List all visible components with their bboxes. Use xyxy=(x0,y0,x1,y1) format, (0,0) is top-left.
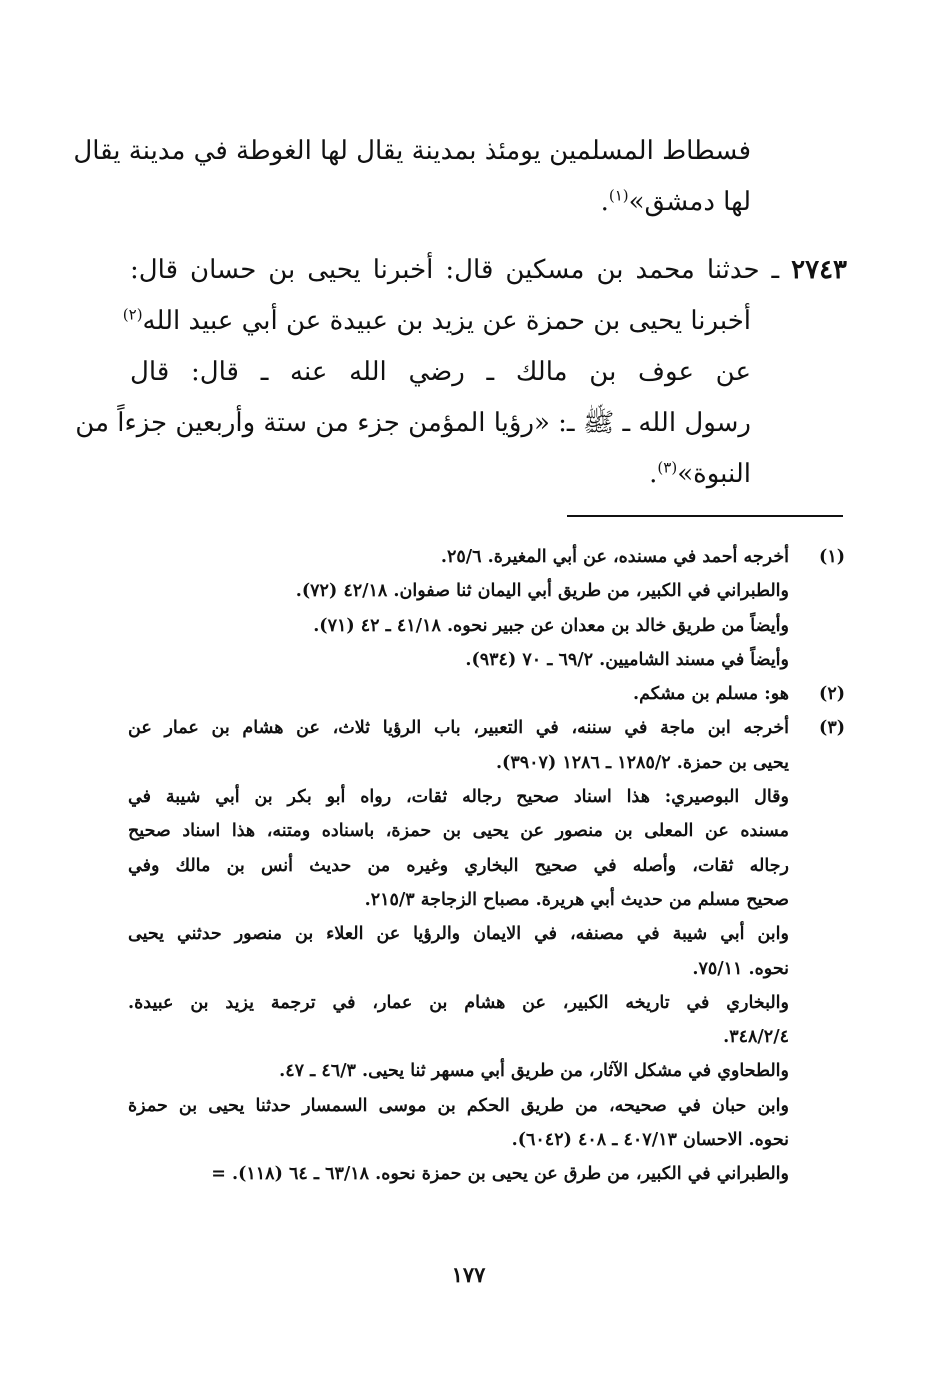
footnote-marker: (١) xyxy=(819,547,845,567)
footnote-line: (٣) أخرجه ابن ماجة في سننه، في التعبير، باب الرؤيا ثلاث، عن هشام بن عمار عن xyxy=(128,711,845,745)
footnote-ref: (٣) xyxy=(657,458,678,477)
footnote-line: وأيضاً من طريق خالد بن معدان عن جبير نحوه. ٤١/١٨ ـ ٤٢ (٧١). xyxy=(313,615,789,636)
footnote-ref: (٢) xyxy=(122,305,143,324)
text-line: فسطاط المسلمين يومئذ بمدينة يقال لها الغوطة في مدينة يقال xyxy=(73,136,751,166)
footnote-line: وابن أبي شيبة في مصنفه، في الايمان والرؤيا عن العلاء بن منصور حدثني يحيى xyxy=(128,924,789,945)
footnote-line: وقال البوصيري: هذا اسناد صحيح رجاله ثقات، رواه أبو بكر بن أبي شيبة في xyxy=(128,787,789,808)
footnote-ref: (١) xyxy=(608,186,629,205)
hadith-paragraph xyxy=(75,245,848,500)
text-line: ٢٧٤٣ ـ حدثنا محمد بن مسكين قال: أخبرنا يحيى بن حسان قال: xyxy=(130,255,848,285)
footnote-line: (٢) هو: مسلم بن مشكم. xyxy=(128,677,845,711)
footnotes xyxy=(128,540,845,1192)
footnote-marker: (٢) xyxy=(819,684,845,705)
footnote-line: نحوه. ٧٥/١١. xyxy=(692,958,789,979)
hadith-number: ٢٧٤٣ xyxy=(791,255,848,285)
footnote-line: (١) أخرجه أحمد في مسنده، عن أبي المغيرة. ٢٥/٦. xyxy=(128,540,845,574)
footnote-line: والطبراني في الكبير، من طرق عن يحيى بن حمزة نحوه. ٦٣/١٨ ـ ٦٤ (١١٨). = xyxy=(211,1164,789,1185)
page-number: ١٧٧ xyxy=(451,1262,486,1287)
footnote-line: والبخاري في تاريخه الكبير، عن هشام بن عمار، في ترجمة يزيد بن عبيدة. xyxy=(128,992,789,1013)
footnote-separator xyxy=(567,515,843,517)
footnote-line: والطحاوي في مشكل الآثار، من طريق أبي مسهر ثنا يحيى. ٤٦/٣ ـ ٤٧. xyxy=(279,1061,789,1082)
footnote-line: ٣٤٨/٢/٤. xyxy=(723,1027,789,1048)
text-line: لها دمشق»$^{(١)}$. xyxy=(600,186,751,217)
footnote-line: نحوه. الاحسان ٤٠٧/١٣ ـ ٤٠٨ (٦٠٤٢). xyxy=(511,1130,789,1151)
footnote-line: رجاله ثقات، وأصله في صحيح البخاري وغيره من حديث أنس بن مالك وفي xyxy=(128,855,789,876)
text-line: النبوة»$^{(٣)}$. xyxy=(649,458,751,489)
footnote-marker: (٣) xyxy=(819,718,845,739)
continuation-paragraph xyxy=(73,126,847,228)
footnote-line: صحيح مسلم من حديث أبي هريرة. مصباح الزجاجة ٢١٥/٣. xyxy=(364,889,789,910)
footnote-line: وابن حبان في صحيحه، من طريق الحكم بن موسى السمسار حدثنا يحيى بن حمزة xyxy=(128,1095,789,1116)
footnote-line: يحيى بن حمزة. ١٢٨٥/٢ ـ ١٢٨٦ (٣٩٠٧). xyxy=(495,752,789,773)
text-line: عن عوف بن مالك ـ رضي الله عنه ـ قال: قال xyxy=(130,357,751,387)
footnote-line: مسنده عن المعلى بن منصور عن يحيى بن حمزة، باسناده ومتنه، هذا اسناد صحيح xyxy=(128,821,789,842)
footnote-line: والطبراني في الكبير، من طريق أبي اليمان ثنا صفوان. ٤٢/١٨ (٧٢). xyxy=(295,581,789,602)
text-line: رسول الله ـ ﷺ ـ: «رؤيا المؤمن جزء من ستة وأربعين جزءاً من xyxy=(75,408,751,438)
footnote-line: وأيضاً في مسند الشاميين. ٦٩/٢ ـ ٧٠ (٩٣٤). xyxy=(465,649,789,670)
text-line: أخبرنا يحيى بن حمزة عن يزيد بن عبيدة عن أبي عبيد الله$^{(٢)}$ xyxy=(122,305,751,336)
